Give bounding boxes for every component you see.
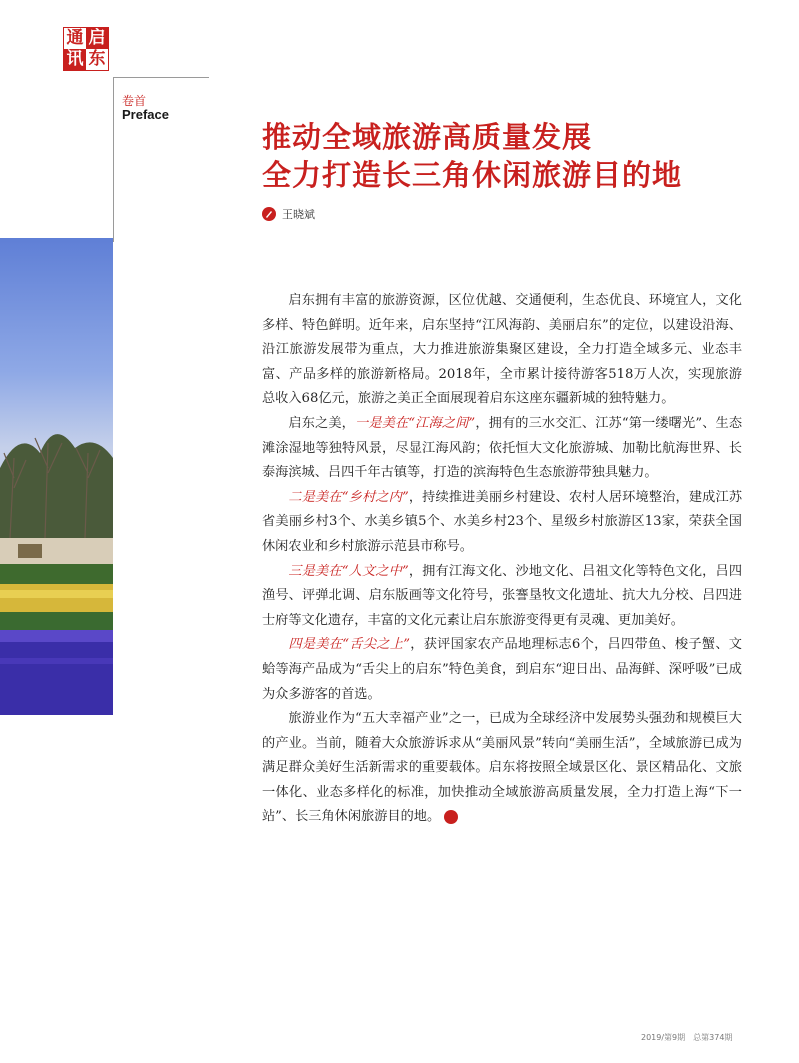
title-line-2: 全力打造长三角休闲旅游目的地	[262, 158, 683, 192]
header-divider	[113, 77, 209, 78]
paragraph-text: ，拥有江海文化、沙地文化、吕祖文化等特色文化，吕四渔号、评弹北调、启东版画等文化符号，张謇垦牧文化遗址、抗大九分校、吕四进士府等文化遗存，丰富的文化元素让启东旅游变得更有灵魂、更加美好。	[262, 563, 743, 628]
logo-char: 启	[86, 28, 108, 49]
landscape-photo	[0, 238, 113, 715]
highlight-phrase: 三是美在“人文之中”	[288, 563, 409, 579]
section-label-cn: 卷首	[122, 94, 147, 108]
author-name: 王晓斌	[282, 208, 315, 221]
logo-char: 通	[66, 28, 84, 48]
title-line-1: 推动全域旅游高质量发展	[262, 120, 593, 154]
end-mark-icon	[444, 810, 458, 824]
paragraph-text: 旅游业作为“五大幸福产业”之一，已成为全球经济中发展势头强劲和规模巨大的产业。当前，随着大众旅游诉求从“美丽风景”转向“美丽生活”，全域旅游已成为满足群众美好生活新需求的重要载体。启东将按照全域景区化、景区精品化、文旅一体化、业态多样化的标准，加快推动全域旅游高质量发展，全力打造上海“下一站”、长三角休闲旅游目的地。	[262, 711, 742, 825]
author-byline	[262, 206, 315, 222]
pen-icon	[262, 207, 276, 221]
magazine-logo	[63, 27, 109, 71]
highlight-phrase: 四是美在“舌尖之上”	[288, 637, 410, 653]
paragraph	[262, 560, 742, 634]
article-body	[262, 289, 742, 830]
highlight-phrase: 二是美在“乡村之内”	[288, 489, 409, 505]
logo-char: 讯	[64, 49, 86, 70]
paragraph-lead: 启东之美，	[288, 415, 355, 431]
paragraph-text: ，持续推进美丽乡村建设、农村人居环境整治，建成江苏省美丽乡村3个、水美乡镇5个、水美乡村23个、星级乡村旅游区13家，荣获全国休闲农业和乡村旅游示范县市称号。	[262, 489, 743, 554]
section-label-en: Preface	[122, 107, 169, 122]
column-divider	[113, 77, 114, 242]
paragraph	[262, 707, 742, 830]
paragraph	[262, 486, 742, 560]
highlight-phrase: 一是美在“江海之间”	[355, 415, 476, 431]
page-footer-issue: 2019/第9期 总第374期	[641, 1033, 733, 1042]
paragraph-text: ，获评国家农产品地理标志6个，吕四带鱼、梭子蟹、文蛤等海产品成为“舌尖上的启东”特色美食，到启东“迎日出、品海鲜、深呼吸”已成为众多游客的首选。	[262, 637, 742, 702]
paragraph	[262, 412, 742, 486]
logo-char: 东	[88, 49, 106, 69]
paragraph	[262, 633, 742, 707]
article-title	[262, 118, 682, 194]
paragraph-text: ，拥有的三水交汇、江苏“第一缕曙光”、生态滩涂湿地等独特风景，尽显江海风韵；依托恒大文化旅游城、加勒比航海世界、长泰海滨城、吕四千年古镇等，打造的滨海特色生态旅游带独具魅力。	[262, 415, 743, 481]
paragraph: 启东拥有丰富的旅游资源，区位优越、交通便利，生态优良、环境宜人，文化多样、特色鲜明。近年来，启东坚持“江风海韵、美丽启东”的定位，以建设沿海、沿江旅游发展带为重点，大力推进旅游集聚区建设，全力打造全域多元、业态丰富、产品多样的旅游新格局。2018年，全市累计接待游客518万人次，实现旅游总收入68亿元，旅游之美正全面展现着启东这座东疆新城的独特魅力。	[262, 293, 742, 407]
